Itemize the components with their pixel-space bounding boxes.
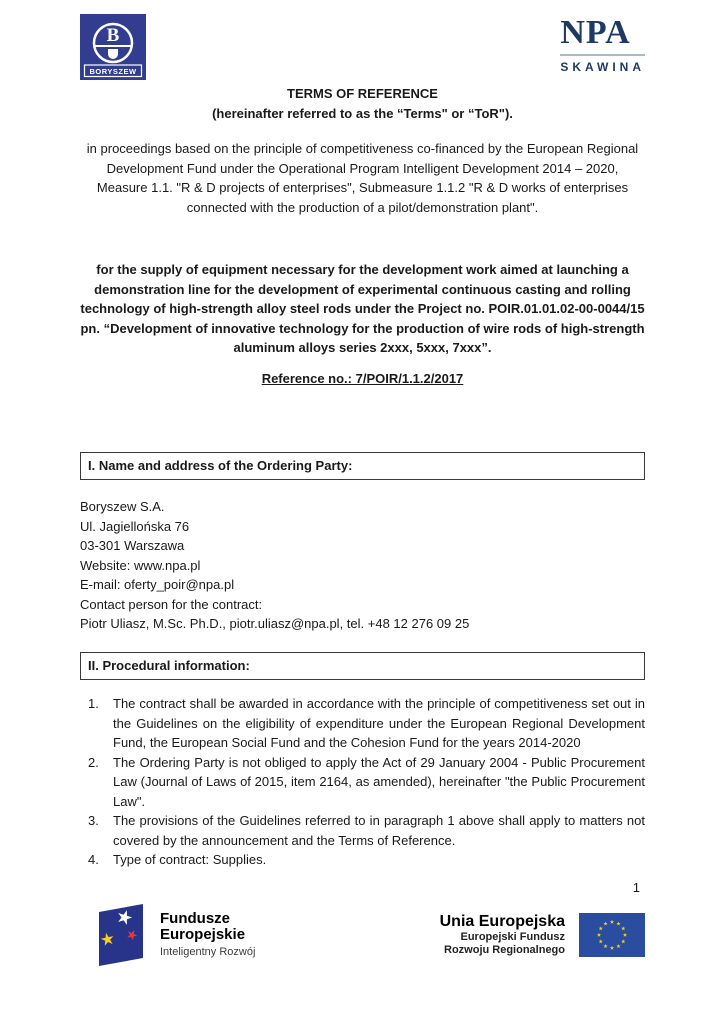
document-header: [80, 14, 645, 80]
subject-paragraph: for the supply of equipment necessary for the development work aimed at launching a demonstration line for the development of experimental continuous casting and rolling technology of high-strength alloy steel rods under the Project no. POIR.01.01.02-00-0044/15 pn. “Development of innovative technology for the production of wire rods of high-strength aluminum alloys series 2xxx, 5xxx, 7xxx”.: [80, 262, 645, 355]
address-line-email: E-mail: oferty_poir@npa.pl: [80, 577, 235, 592]
fundusze-flag-icon: [94, 902, 148, 968]
ordering-party-address: [80, 497, 645, 634]
fundusze-subtitle: Inteligentny Rozwój: [160, 946, 256, 958]
address-line-city: 03-301 Warszawa: [80, 538, 185, 553]
boryszew-logo: [80, 14, 146, 80]
address-line-company: Boryszew S.A.: [80, 499, 165, 514]
address-line-website: Website: www.npa.pl: [80, 557, 201, 573]
section-1-heading-text: I. Name and address of the Ordering Party:: [88, 458, 353, 473]
document-title: TERMS OF REFERENCE: [287, 86, 438, 101]
list-item: [80, 753, 645, 812]
eu-logo-text: [440, 913, 565, 957]
document-footer: [80, 902, 645, 968]
section-1-heading: [80, 452, 645, 480]
boryszew-label: BORYSZEW: [89, 67, 137, 76]
title-block: [80, 84, 645, 123]
fundusze-title-line1: Fundusze: [160, 910, 230, 927]
page-number: 1: [632, 880, 640, 895]
fundusze-logo-text: [160, 911, 255, 959]
section-2-heading-text: II. Procedural information:: [88, 658, 250, 673]
list-item-number: 2.: [88, 754, 99, 770]
boryszew-letter: B: [106, 25, 120, 46]
section-2-heading: [80, 652, 645, 680]
list-item: [80, 811, 645, 850]
list-item-text: The contract shall be awarded in accordance with the principle of competitiveness set out in the Guidelines on the eligibility of expenditure under the European Regional Development Fund, the European Social Fund and the Cohesion Fund for the years 2014-2020: [113, 696, 645, 750]
list-item: [80, 850, 645, 870]
fundusze-title-line2: Europejskie: [160, 926, 246, 943]
list-item-number: 3.: [88, 813, 99, 828]
address-line-contact-label: Contact person for the contract:: [80, 596, 263, 612]
list-item-text: The Ordering Party is not obliged to apply the Act of 29 January 2004 - Public Procurement Law (Journal of Laws of 2015, item 2164, as amended), hereinafter "the Public Procurement Law".: [113, 754, 645, 809]
list-item: [80, 694, 645, 753]
reference-number: Reference no.: 7/POIR/1.1.2/2017: [261, 371, 464, 386]
npa-logo-divider: [560, 54, 645, 56]
eu-title: Unia Europejska: [439, 913, 565, 930]
fundusze-europejskie-logo: [94, 902, 255, 968]
npa-logo-name: NPA: [560, 14, 631, 51]
unia-europejska-logo: [440, 913, 645, 957]
intro-paragraph: in proceedings based on the principle of competitiveness co-financed by the European Regional Development Fund under the Operational Program Intelligent Development 2014 – 2020, Measure 1.1. "R & D projects of enterprises", Submeasure 1.1.2 "R & D works of enterprises connected with the production of a pilot/demonstration plant".: [86, 141, 639, 215]
list-item-text: The provisions of the Guidelines referred to in paragraph 1 above shall apply to matters not covered by the announcement and the Terms of Reference.: [113, 813, 645, 848]
list-item-text: Type of contract: Supplies.: [113, 852, 267, 867]
npa-logo: [560, 14, 645, 73]
eu-flag-icon: [579, 913, 645, 957]
list-item-number: 4.: [88, 852, 99, 867]
address-line-street: Ul. Jagiellońska 76: [80, 518, 190, 534]
npa-logo-subtitle: SKAWINA: [560, 60, 645, 74]
procedural-list: [80, 694, 645, 870]
eu-subtitle-line2: Rozwoju Regionalnego: [444, 944, 565, 956]
address-line-contact-person: Piotr Uliasz, M.Sc. Ph.D., piotr.uliasz@npa.pl, tel. +48 12 276 09 25: [80, 616, 470, 631]
boryszew-logo-graphic: [80, 14, 146, 80]
document-subtitle: (hereinafter referred to as the “Terms" or “ToR").: [212, 105, 513, 121]
list-item-number: 1.: [88, 696, 99, 711]
eu-subtitle-line1: Europejski Fundusz: [460, 931, 565, 943]
